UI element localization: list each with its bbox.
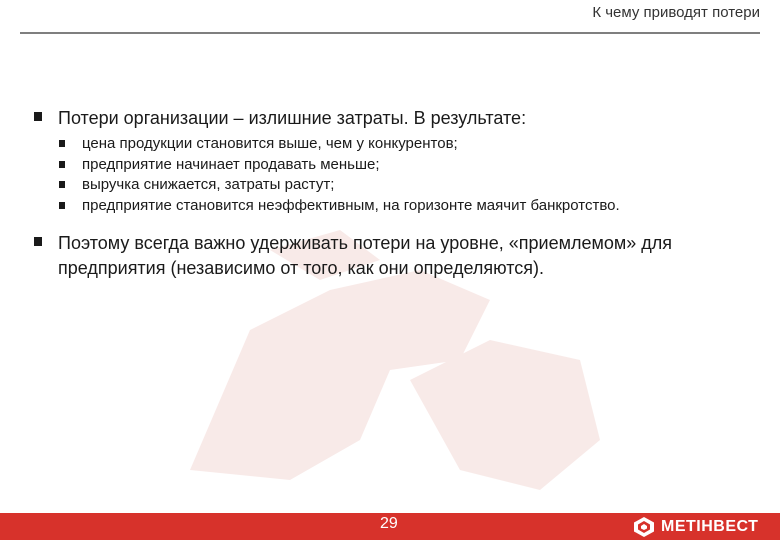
bullet-point-text: Потери организации – излишние затраты. В результате: (58, 108, 527, 128)
square-bullet-icon (59, 202, 65, 209)
bullet-point-text: Поэтому всегда важно удерживать потери на уровне, «приемлемом» для предприятия (независимо от того, как они определяются). (58, 233, 673, 278)
sub-bullet-text: выручка снижается, затраты растут; (82, 176, 335, 193)
square-bullet-icon (59, 140, 65, 147)
sub-bullet-point (34, 175, 754, 196)
sub-bullet-text: предприятие начинает продавать меньше; (82, 155, 380, 173)
square-bullet-icon (34, 237, 42, 246)
square-bullet-icon (59, 181, 65, 188)
sub-bullet-point (34, 196, 754, 217)
content-area (34, 106, 754, 281)
page-number: 29 (380, 515, 398, 532)
sub-bullet-list (34, 134, 754, 216)
sub-bullet-text: предприятие становится неэффективным, на горизонте маячит банкротство. (82, 196, 620, 214)
header-divider (20, 32, 760, 34)
bullet-point-2 (34, 231, 754, 281)
sub-bullet-point (34, 155, 754, 176)
sub-bullet-text: цена продукции становится выше, чем у конкурентов; (82, 135, 458, 152)
sub-bullet-point (34, 134, 754, 155)
logo-text: МЕТІНВЕСТ (661, 518, 759, 535)
company-logo (632, 515, 758, 539)
square-bullet-icon (59, 161, 65, 168)
metinvest-logo-icon (632, 516, 656, 538)
bullet-point-1 (34, 106, 754, 131)
slide-title: К чему приводят потери (592, 4, 760, 21)
square-bullet-icon (34, 112, 42, 121)
